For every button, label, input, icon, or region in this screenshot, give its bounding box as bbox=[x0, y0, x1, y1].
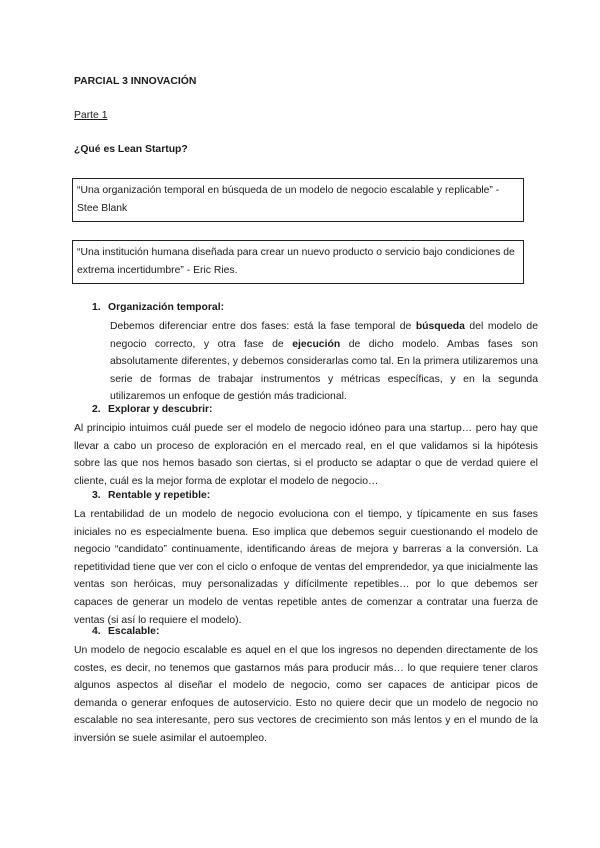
part-heading: Parte 1 bbox=[74, 110, 108, 121]
section-text: del modelo de negocio correcto, y otra fase de bbox=[110, 321, 538, 350]
section-title: Escalable: bbox=[108, 626, 160, 637]
section-heading-1 bbox=[92, 302, 224, 313]
section-body-3 bbox=[74, 506, 538, 629]
emphasis-busqueda: búsqueda bbox=[415, 321, 465, 332]
section-number: 3. bbox=[92, 490, 101, 501]
section-number: 1. bbox=[92, 302, 101, 313]
section-text: Un modelo de negocio escalable es aquel en el que los ingresos no dependen directamente de los costes, es decir, no tenemos que gastarnos más para producir más… lo que requiere tener claros algunos aspectos al diseñar el modelo de negocio, como ser capaces de anticipar picos de demanda o generar enfoques de autoservicio. Esto no quiere decir que un modelo de negocio no escalable no sea interesante, pero sus vectores de crecimiento son más lentos y en el mundo de la inversión se suele asimilar el autoempleo. bbox=[74, 645, 538, 744]
section-text: de dicho modelo. Ambas fases son absolutamente diferentes, y debemos considerarlas como tal. En la primera utilizaremos una serie de formas de trabajar instrumentos y métricas específicas, y en la segunda utilizaremos un enfoque de gestión más tradicional. bbox=[110, 338, 538, 403]
section-body-4 bbox=[74, 642, 538, 748]
quote-box-blank bbox=[72, 178, 524, 222]
section-number: 2. bbox=[92, 404, 101, 415]
section-text: La rentabilidad de un modelo de negocio evoluciona con el tiempo, y típicamente en sus fases iniciales no es especialmente buena. Eso implica que debemos seguir cuestionando el modelo de negocio “candidato” continuamente, identificando áreas de mejora y barreras a la conversión. La repetitividad tiene que ver con el ciclo o enfoque de ventas del emprendedor, ya que inicialmente las ventas son heróicas, muy personalizadas y difícilmente repetibles… por lo que debemos ser capaces de generar un modelo de ventas repetible antes de comenzar a contratar una fuerza de ventas (si así lo requiere el modelo). bbox=[74, 509, 538, 626]
section-heading-3 bbox=[92, 490, 210, 501]
section-number: 4. bbox=[92, 626, 101, 637]
quote-box-ries bbox=[72, 240, 524, 284]
section-title: Rentable y repetible: bbox=[108, 490, 211, 501]
section-title: Organización temporal: bbox=[108, 302, 225, 313]
document-title: PARCIAL 3 INNOVACIÓN bbox=[74, 76, 197, 87]
section-body-1 bbox=[110, 318, 538, 406]
question-heading: ¿Qué es Lean Startup? bbox=[74, 144, 188, 155]
section-text: Debemos diferenciar entre dos fases: está la fase temporal de bbox=[110, 321, 416, 332]
emphasis-ejecucion: ejecución bbox=[292, 338, 341, 350]
section-text: Al principio intuimos cuál puede ser el modelo de negocio idóneo para una startup… pero hay que llevar a cabo un proceso de exploración en el mercado real, en el que validamos si la hipótesis sobre las que nos hemos basado son ciertas, si el producto se adaptar o que de verdad quiere el cliente, cuál es la mejor forma de explotar el modelo de negocio… bbox=[74, 423, 538, 487]
section-heading-4 bbox=[92, 626, 159, 637]
quote-text: “Una organización temporal en búsqueda de un modelo de negocio escalable y replicable” - Stee Blank bbox=[77, 185, 500, 214]
section-body-2 bbox=[74, 420, 538, 490]
quote-text: “Una institución humana diseñada para crear un nuevo producto o servicio bajo condiciones de extrema incertidumbre” - Eric Ries. bbox=[77, 247, 515, 276]
section-heading-2 bbox=[92, 404, 213, 415]
section-title: Explorar y descubrir: bbox=[108, 404, 213, 415]
